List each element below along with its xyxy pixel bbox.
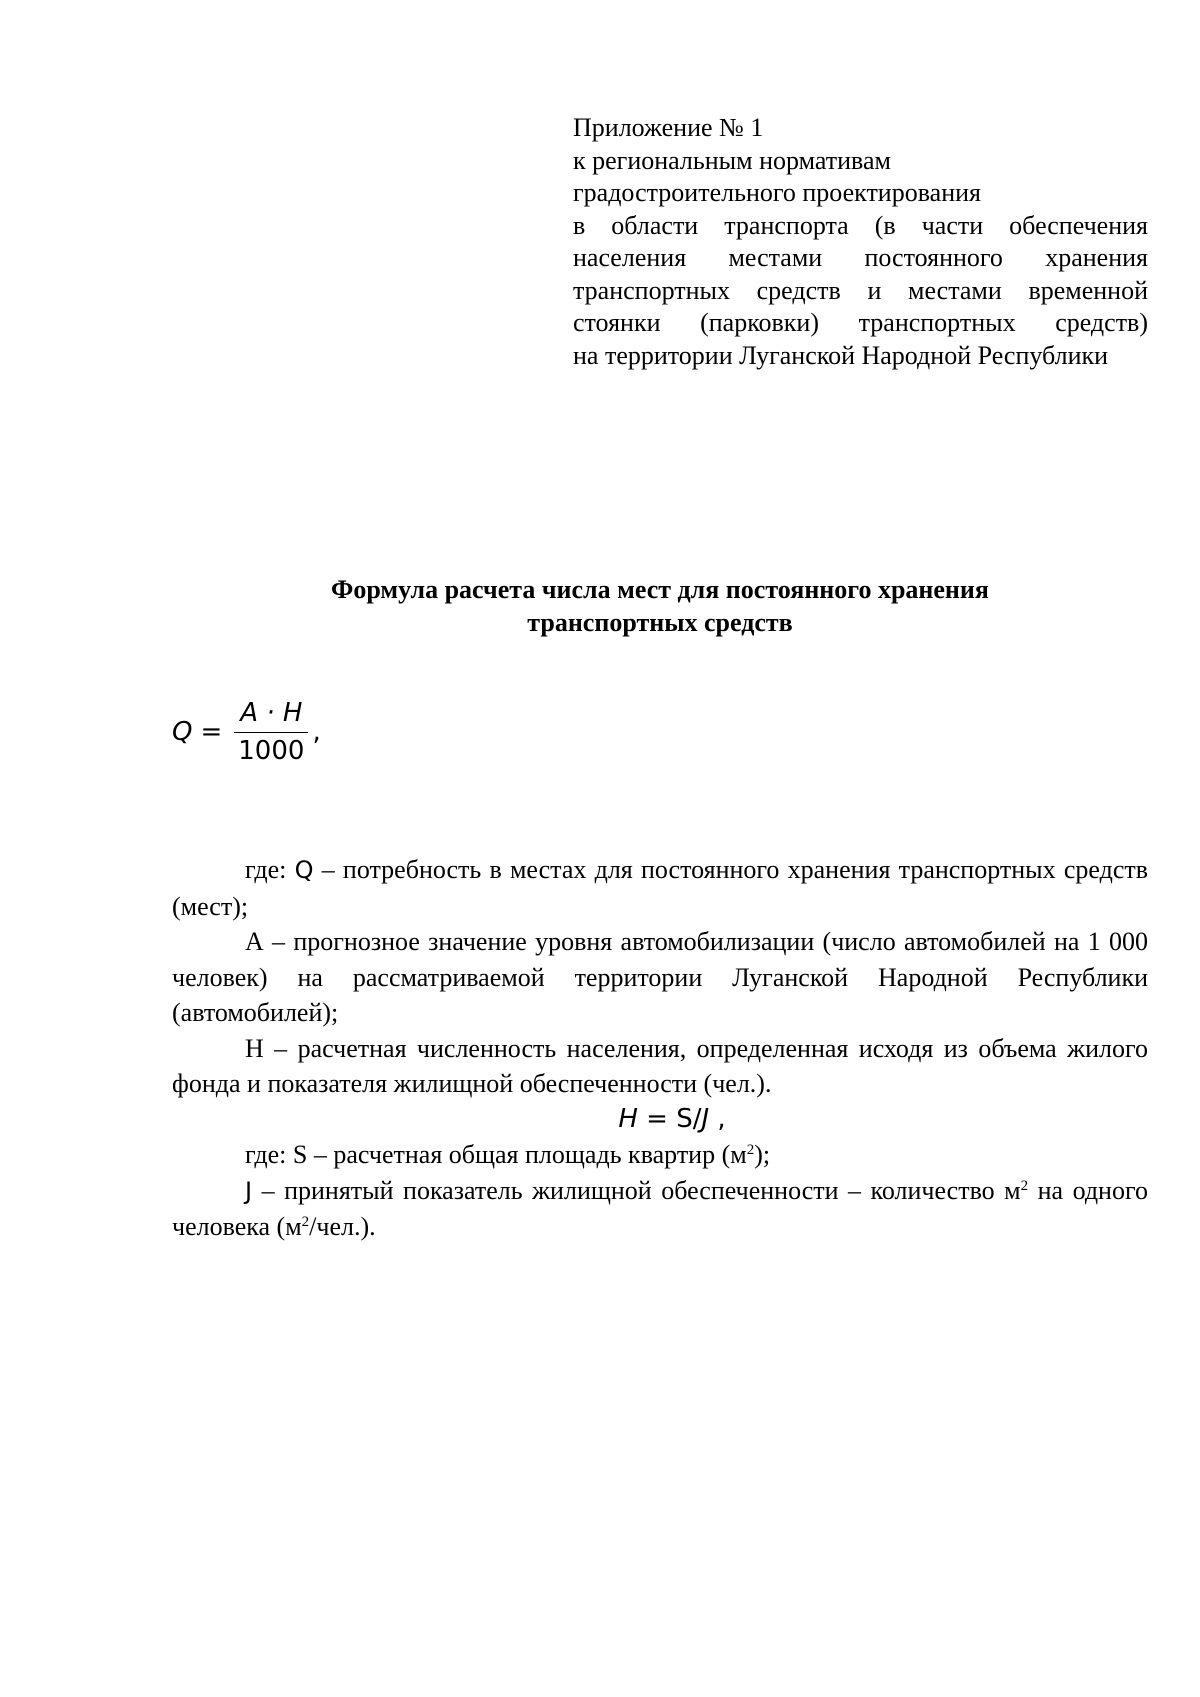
explanation-text bbox=[172, 852, 1148, 1245]
formula-h-comma: , bbox=[709, 1103, 726, 1134]
paragraph-a: А – прогнозное значение уровня автомобилизации (число автомобилей на 1 000 человек) на рассматриваемой территории Луганской Народной Республики (автомобилей); bbox=[172, 927, 1148, 1027]
appendix-header bbox=[573, 112, 1148, 372]
formula-comma: , bbox=[312, 717, 321, 747]
appendix-line: на территории Луганской Народной Республики bbox=[573, 340, 1109, 370]
superscript: 2 bbox=[301, 1214, 310, 1230]
superscript: 2 bbox=[746, 1142, 755, 1158]
formula-h-lhs: H bbox=[618, 1103, 638, 1134]
superscript: 2 bbox=[1020, 1177, 1029, 1194]
paragraph-prefix: где: bbox=[245, 855, 295, 884]
formula-numerator: A · H bbox=[234, 698, 308, 733]
paragraph-end: /чел.). bbox=[309, 1212, 376, 1241]
appendix-line: стоянки (парковки) транспортных средств) bbox=[573, 308, 1148, 337]
appendix-number: Приложение № 1 bbox=[573, 113, 764, 142]
variable-q: Q bbox=[294, 856, 314, 884]
document-title bbox=[172, 573, 1148, 639]
appendix-line: градостроительного проектирования bbox=[573, 178, 981, 207]
formula-q bbox=[172, 697, 321, 767]
appendix-line: в области транспорта (в части обеспечения bbox=[573, 210, 1148, 240]
formula-denominator: 1000 bbox=[238, 736, 305, 766]
title-line: Формула расчета числа мест для постоянного хранения bbox=[331, 575, 989, 604]
formula-h-var: J bbox=[701, 1103, 710, 1134]
paragraph-h: Н – расчетная численность населения, определенная исходя из объема жилого фонда и показателя жилищной обеспеченности (чел.). bbox=[172, 1033, 1148, 1098]
formula-fraction bbox=[232, 698, 310, 766]
paragraph-text: – потребность в местах для постоянного хранения транспортных средств (мест); bbox=[172, 855, 1148, 921]
appendix-line: населения местами постоянного хранения bbox=[573, 243, 1148, 272]
appendix-line: транспортных средств и местами временной bbox=[573, 275, 1148, 305]
formula-equals: = bbox=[200, 717, 223, 747]
formula-h-rhs: = S/ bbox=[646, 1103, 702, 1134]
paragraph-text: – принятый показатель жилищной обеспеченности – количество м bbox=[252, 1175, 1021, 1205]
formula-lhs: Q bbox=[172, 717, 193, 747]
appendix-line: к региональным нормативам bbox=[573, 145, 891, 175]
paragraph-j bbox=[172, 1173, 1148, 1245]
variable-j: J bbox=[245, 1176, 253, 1205]
paragraph-end: ); bbox=[754, 1140, 771, 1169]
paragraph-s bbox=[172, 1137, 1148, 1173]
formula-h bbox=[172, 1102, 1148, 1138]
paragraph-q bbox=[172, 852, 1148, 924]
paragraph-mid: на одного человека (м bbox=[172, 1175, 1148, 1241]
paragraph-text: где: S – расчетная общая площадь квартир (м bbox=[245, 1140, 747, 1169]
title-line: транспортных средств bbox=[527, 608, 793, 637]
